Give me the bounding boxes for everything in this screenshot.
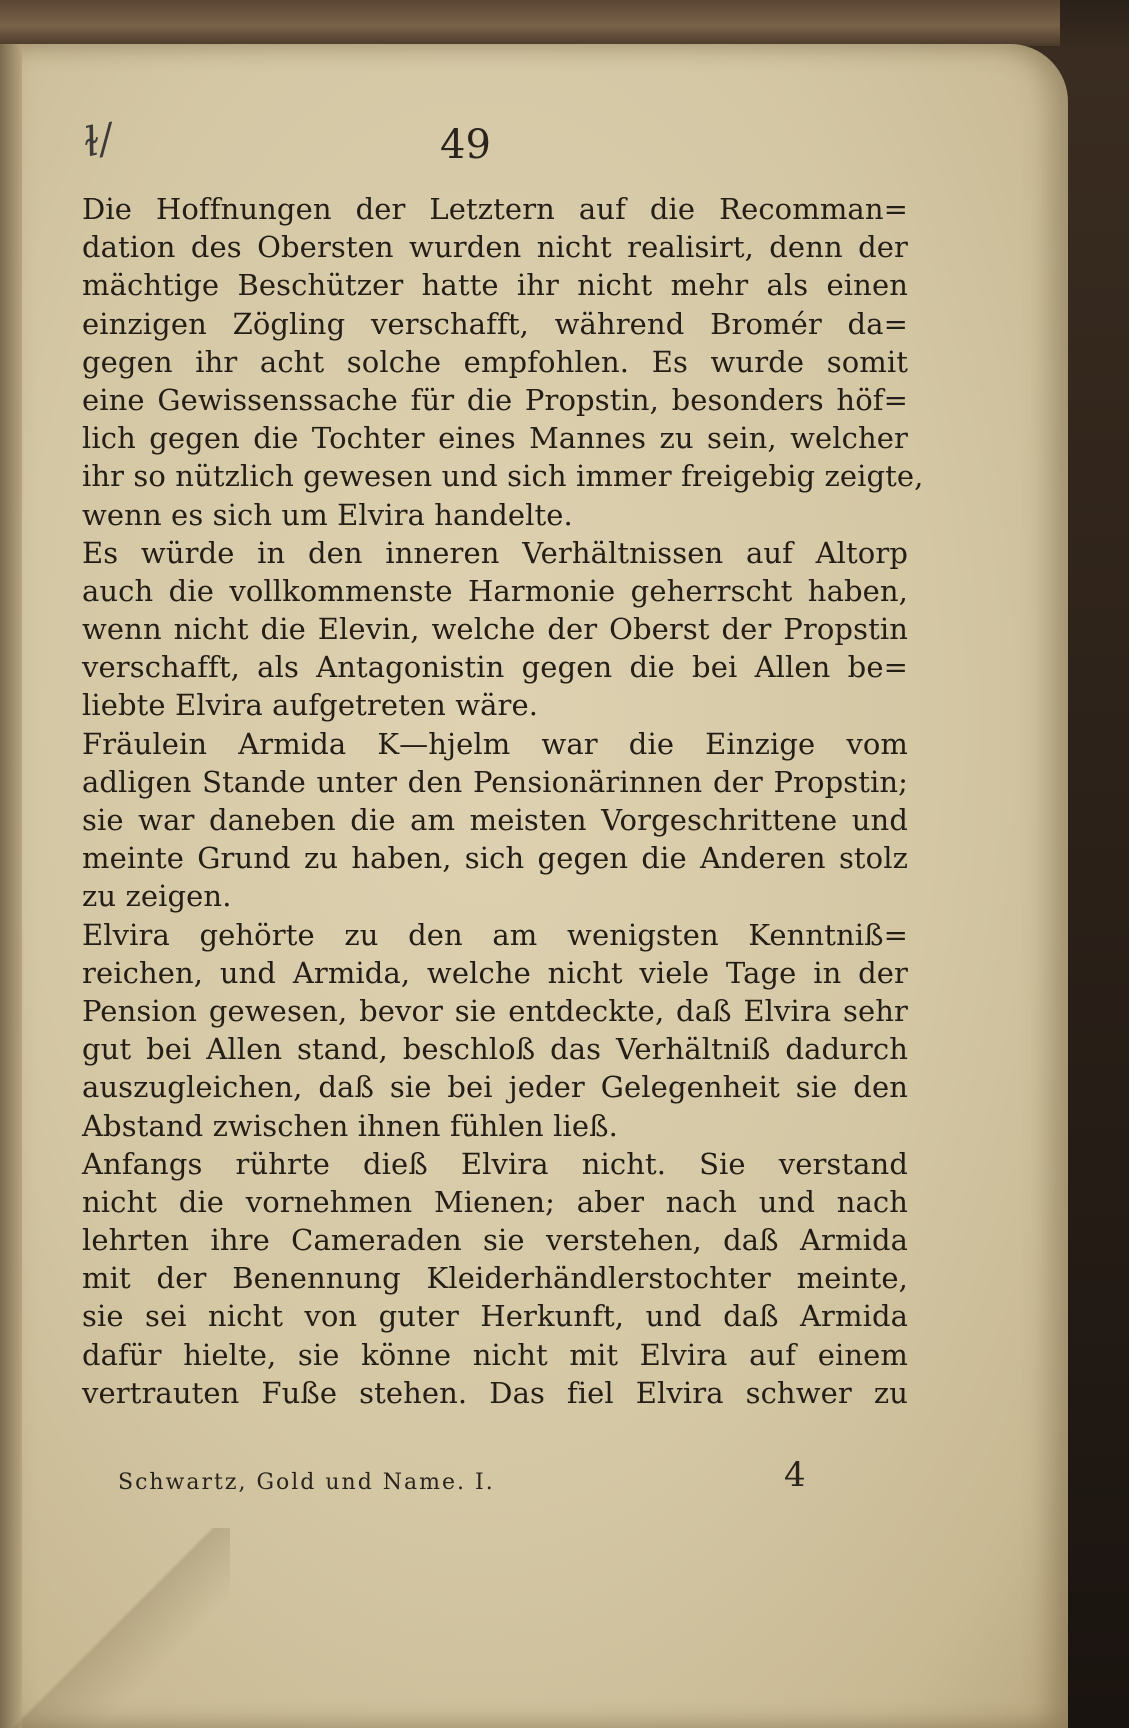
pencil-annotation: ɫ/ [79, 115, 118, 167]
text-line: Anfangs rührte dieß Elvira nicht. Sie verstand [82, 1146, 908, 1181]
page-corner-crease [0, 1528, 230, 1728]
signature-mark: 4 [784, 1455, 806, 1495]
text-line: gegen ihr acht solche empfohlen. Es wurde somit [82, 344, 908, 379]
text-line: lich gegen die Tochter eines Mannes zu sein, welcher [82, 421, 908, 456]
text-line: liebte Elvira aufgetreten wäre. [82, 688, 539, 723]
text-line: adligen Stande unter den Pensionärinnen der Propstin; [82, 764, 908, 799]
text-line: Elvira gehörte zu den am wenigsten Kenntniß= [82, 917, 908, 952]
text-line: wenn es sich um Elvira handelte. [82, 497, 573, 532]
text-line: auch die vollkommenste Harmonie geherrscht haben, [82, 573, 908, 608]
text-line: reichen, und Armida, welche nicht viele Tage in der [82, 955, 908, 990]
text-line: verschafft, als Antagonistin gegen die bei Allen be= [82, 650, 908, 685]
text-line: Fräulein Armida K—hjelm war die Einzige vom [82, 726, 908, 761]
page-number: 49 [440, 122, 491, 168]
text-line: gut bei Allen stand, beschloß das Verhältniß dadurch [82, 1032, 908, 1067]
text-line: mit der Benennung Kleiderhändlerstochter meinte, [82, 1261, 908, 1296]
page-gutter [0, 44, 22, 1728]
text-line: wenn nicht die Elevin, welche der Oberst der Propstin [82, 612, 908, 647]
text-line: dation des Obersten wurden nicht realisirt, denn der [82, 230, 908, 265]
text-line: meinte Grund zu haben, sich gegen die Anderen stolz [82, 841, 908, 876]
page-footer: Schwartz, Gold und Name. I. [118, 1470, 495, 1495]
text-line: Die Hoffnungen der Letztern auf die Recomman= [82, 192, 908, 226]
text-line: dafür hielte, sie könne nicht mit Elvira auf einem [82, 1337, 908, 1372]
text-line: sie war daneben die am meisten Vorgeschrittene und [82, 803, 908, 837]
text-line: auszugleichen, daß sie bei jeder Gelegenheit sie den [82, 1070, 908, 1105]
text-line: Pension gewesen, bevor sie entdeckte, daß Elvira sehr [82, 993, 908, 1028]
text-line: mächtige Beschützer hatte ihr nicht mehr als einen [82, 268, 908, 303]
text-line: vertrauten Fuße stehen. Das fiel Elvira schwer zu [82, 1375, 908, 1410]
book-cover-edge [0, 0, 1060, 46]
text-line: einzigen Zögling verschafft, während Bromér da= [82, 306, 908, 341]
text-line: lehrten ihre Cameraden sie verstehen, daß Armida [82, 1223, 908, 1258]
text-line: sie sei nicht von guter Herkunft, und daß Armida [82, 1299, 908, 1334]
text-line: Abstand zwischen ihnen fühlen ließ. [82, 1108, 618, 1143]
text-line: nicht die vornehmen Mienen; aber nach und nach [82, 1184, 908, 1219]
text-line: Es würde in den inneren Verhältnissen auf Altorp [82, 535, 908, 570]
text-line: eine Gewissenssache für die Propstin, besonders höf= [82, 382, 908, 417]
body-text [82, 190, 924, 1412]
text-line: ihr so nützlich gewesen und sich immer freigebig zeigte, [82, 459, 924, 494]
text-line: zu zeigen. [82, 879, 232, 914]
